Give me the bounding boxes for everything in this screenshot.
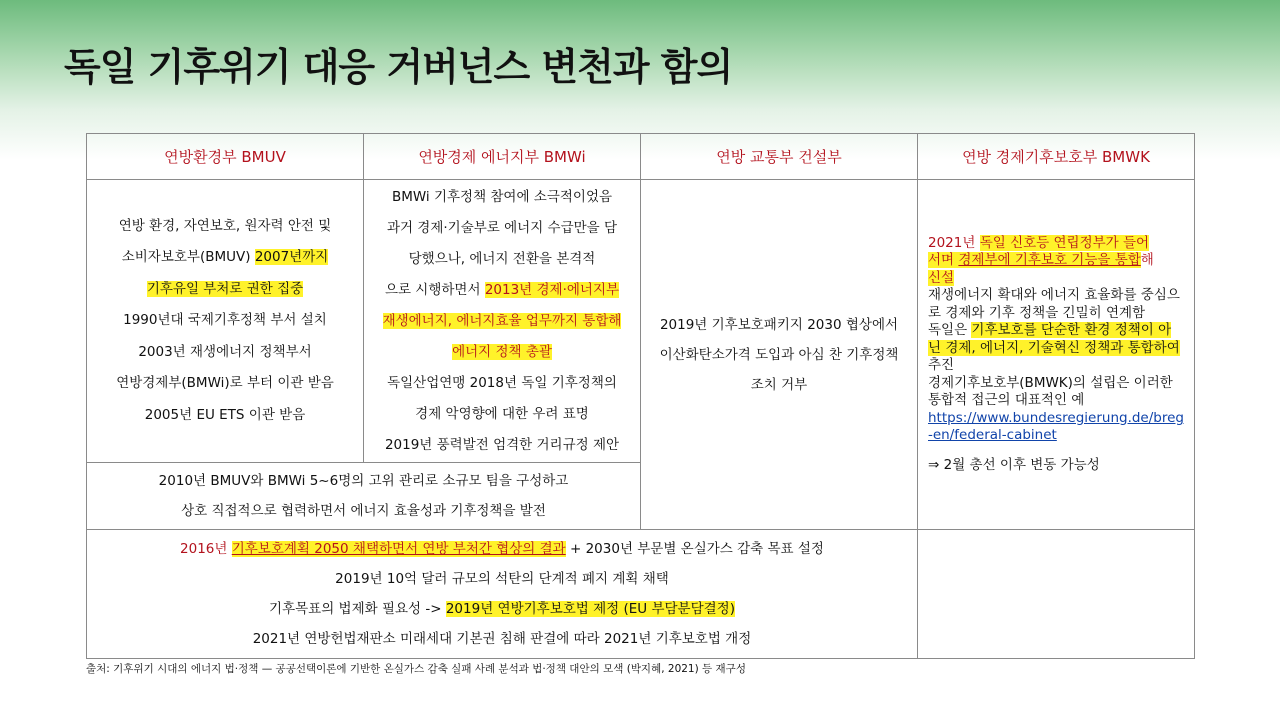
transport-cell (641, 180, 918, 530)
bmwk-highlight-coalition: 독일 신호등 연립정부가 들어 (979, 234, 1150, 251)
bmwi-highlight-oversight: 에너지 정책 총괄 (452, 343, 552, 360)
bmwi-line-2: 과거 경제·기술부로 에너지 수급만을 담 (386, 219, 618, 236)
bmwk-note: ⇒ 2월 총선 이후 변동 가능성 (928, 456, 1100, 473)
bottom-line-3a: 기후목표의 법제화 필요성 -> (269, 601, 446, 617)
bmuv-line-4: 1990년대 국제기후정책 부서 설치 (123, 312, 327, 329)
page-title: 독일 기후위기 대응 거버넌스 변천과 함의 (64, 45, 733, 89)
bmwk-cabinet-link[interactable]: https://www.bundesregierung.de/breg-en/federal-cabinet (928, 409, 1184, 444)
bmuv-highlight-2007: 2007년까지 (254, 249, 329, 266)
bmwk-p3a: 독일은 (928, 322, 972, 339)
transport-line-2: 이산화탄소가격 도입과 아심 찬 기후정책 (659, 346, 899, 363)
bmuv-line-2a: 소비자보호부(BMUV) (121, 249, 255, 266)
bottom-highlight-law: 2019년 연방기후보호법 제정 (EU 부담분담결정) (445, 601, 735, 617)
bmwi-line-5 (364, 306, 640, 337)
bmwk-paragraph-2: 재생에너지 확대와 에너지 효율화를 중심으로 경제와 기후 정책을 긴밀히 연계함 (928, 287, 1180, 321)
bmwi-line-1: BMWi 기후정책 참여에 소극적이었음 (391, 188, 613, 205)
bmwi-line-9: 2019년 풍력발전 엄격한 거리규정 제안 (384, 436, 620, 453)
bmuv-line-5: 2003년 재생에너지 정책부서 (138, 343, 312, 360)
bmwi-line-6 (364, 337, 640, 368)
bottom-empty-cell (918, 530, 1195, 659)
bmwk-link-wrap (928, 410, 1184, 445)
bmwk-paragraph-3 (928, 322, 1184, 375)
cooperation-line-1: 2010년 BMUV와 BMWi 5~6명의 고위 관리로 소규모 팀을 구성하고 (158, 473, 569, 489)
bottom-cell (87, 530, 918, 659)
bmuv-highlight-concentration: 기후유일 부처로 권한 집중 (146, 280, 304, 297)
cooperation-cell (87, 463, 641, 530)
bottom-highlight-plan: 기후보호계획 2050 채택하면서 연방 부처간 협상의 결과 (231, 541, 566, 557)
bottom-line-1 (87, 534, 917, 564)
bmwk-p3c: 추진 (928, 357, 955, 374)
bmuv-line-3 (87, 274, 363, 306)
bmuv-line-6: 연방경제부(BMWi)로 부터 이관 받음 (116, 375, 334, 392)
governance-table (86, 133, 1195, 659)
bmwk-p1c: 서며 (928, 252, 959, 269)
transport-line-3: 조치 거부 (750, 376, 808, 393)
bmwi-highlight-integration: 재생에너지, 에너지효율 업무까지 통합해 (382, 312, 622, 329)
bmwk-highlight-integration: 경제부에 기후보호 기능을 통합 (958, 252, 1141, 269)
bmwk-highlight-policy: 기후보호를 단순한 환경 정책이 아닌 경제, 에너지, 기술혁신 정책과 통합하여 (928, 322, 1180, 356)
bottom-line-2: 2019년 10억 달러 규모의 석탄의 단계적 폐지 계획 채택 (335, 571, 669, 587)
bmuv-line-1: 연방 환경, 자연보호, 원자력 안전 및 (118, 217, 332, 234)
bmuv-cell (87, 180, 364, 463)
bmwi-line-8: 경제 악영향에 대한 우려 표명 (415, 405, 589, 422)
transport-line-1: 2019년 기후보호패키지 2030 협상에서 (659, 316, 899, 333)
bottom-year-2016: 2016년 (180, 541, 232, 557)
bmwk-p1e: 해 (1140, 252, 1154, 269)
bmwi-line-4a: 으로 시행하면서 (384, 281, 485, 298)
bmwi-line-3: 당했으나, 에너지 전환을 본격적 (408, 250, 596, 267)
bmwk-paragraph-4: 경제기후보호부(BMWK)의 설립은 이러한 통합적 접근의 대표적인 예 (928, 374, 1173, 409)
bottom-line-1c: + 2030년 부문별 온실가스 감축 목표 설정 (565, 541, 824, 557)
bmuv-line-2 (87, 242, 363, 274)
bottom-line-3 (87, 594, 917, 624)
bmwi-line-7: 독일산업연맹 2018년 독일 기후정책의 (387, 374, 617, 391)
bmwi-line-4 (364, 275, 640, 306)
header-bmwi: 연방경제 에너지부 BMWi (364, 134, 641, 180)
bmwk-cell (918, 180, 1195, 530)
bmwi-highlight-2013: 2013년 경제·에너지부 (484, 281, 620, 298)
bmwk-paragraph-1 (928, 235, 1184, 288)
bottom-line-4: 2021년 연방헌법재판소 미래세대 기본권 침해 판결에 따라 2021년 기후보호법 개정 (252, 631, 752, 647)
header-bmuv: 연방환경부 BMUV (87, 134, 364, 180)
bmuv-line-7: 2005년 EU ETS 이관 받음 (144, 406, 306, 423)
bmwk-p1f: 신설 (928, 269, 955, 286)
cooperation-line-2: 상호 직접적으로 협력하면서 에너지 효율성과 기후정책을 발전 (181, 503, 546, 519)
header-transport: 연방 교통부 건설부 (641, 134, 918, 180)
bmwi-cell (364, 180, 641, 463)
header-bmwk: 연방 경제기후보호부 BMWK (918, 134, 1195, 180)
source-note: 출처: 기후위기 시대의 에너지 법·정책 — 공공선택이론에 기반한 온실가스 감축 실패 사례 분석과 법·정책 대안의 모색 (박지혜, 2021) 등 재구성 (86, 663, 746, 675)
bmwk-year: 2021년 (928, 234, 980, 251)
